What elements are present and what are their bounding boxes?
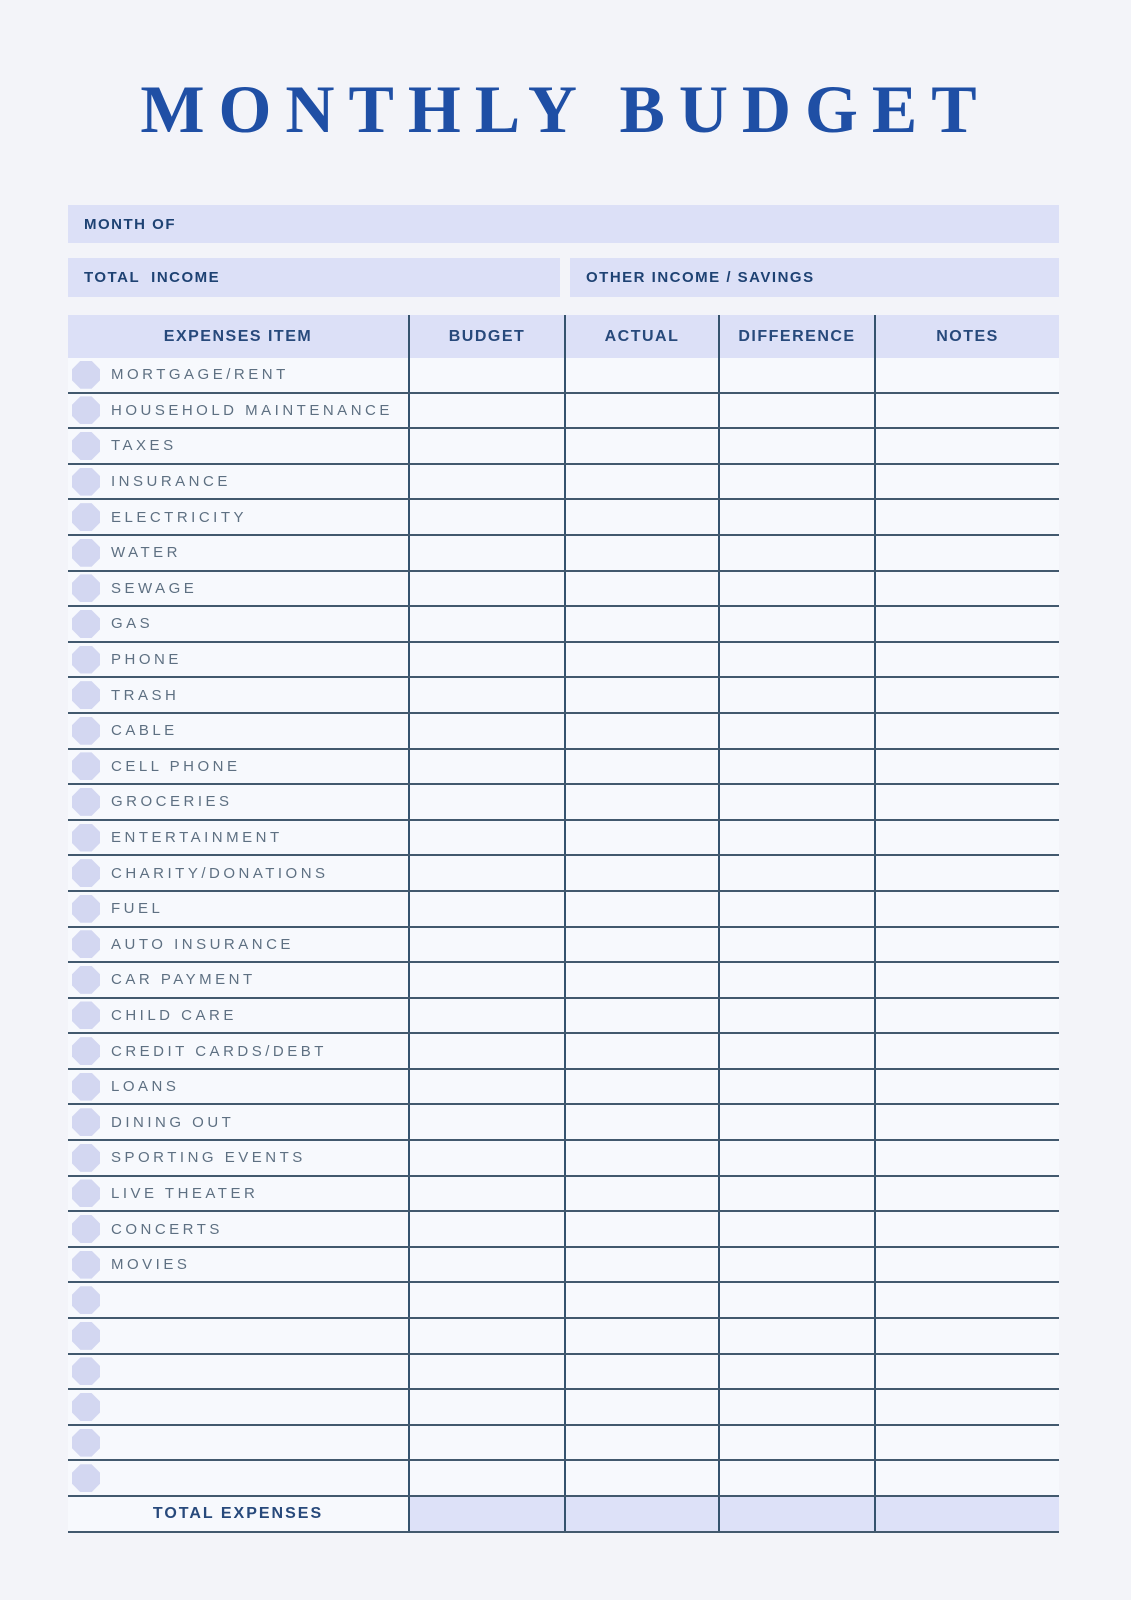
difference-cell[interactable] xyxy=(718,607,874,641)
budget-cell[interactable] xyxy=(408,1141,564,1175)
notes-cell[interactable] xyxy=(874,429,1059,463)
notes-cell[interactable] xyxy=(874,714,1059,748)
expense-item-label: HOUSEHOLD MAINTENANCE xyxy=(111,401,393,419)
page-title: MONTHLY BUDGET xyxy=(140,71,991,147)
total-budget-cell[interactable] xyxy=(408,1497,564,1531)
notes-cell[interactable] xyxy=(874,1283,1059,1317)
difference-cell[interactable] xyxy=(718,1105,874,1139)
expense-item-cell xyxy=(68,999,408,1033)
expense-item-label: PHONE xyxy=(111,651,182,669)
actual-cell[interactable] xyxy=(564,1283,718,1317)
expense-item-label: CREDIT CARDS/DEBT xyxy=(111,1042,327,1060)
bullet-icon xyxy=(72,824,100,852)
expense-item-label: LOANS xyxy=(111,1078,180,1096)
actual-cell[interactable] xyxy=(564,1426,718,1460)
empty-expense-row xyxy=(68,1283,1059,1319)
header-notes: NOTES xyxy=(874,315,1059,358)
bullet-icon xyxy=(72,930,100,958)
header-expenses-item: EXPENSES ITEM xyxy=(163,327,313,345)
expense-item-cell[interactable] xyxy=(68,1319,408,1353)
difference-cell[interactable] xyxy=(718,1248,874,1282)
notes-cell[interactable] xyxy=(874,1355,1059,1389)
notes-cell[interactable] xyxy=(874,1105,1059,1139)
expense-item-cell[interactable] xyxy=(68,1355,408,1389)
expense-row xyxy=(68,607,1059,643)
expense-row xyxy=(68,1070,1059,1106)
notes-cell[interactable] xyxy=(874,500,1059,534)
expense-item-label: CHILD CARE xyxy=(111,1006,237,1024)
empty-expense-row xyxy=(68,1319,1059,1355)
bullet-icon xyxy=(72,1322,100,1350)
expense-row xyxy=(68,928,1059,964)
bullet-icon xyxy=(72,574,100,602)
difference-cell[interactable] xyxy=(718,1319,874,1353)
bullet-icon xyxy=(72,1286,100,1314)
budget-cell[interactable] xyxy=(408,785,564,819)
budget-cell[interactable] xyxy=(408,999,564,1033)
bullet-icon xyxy=(72,1179,100,1207)
actual-cell[interactable] xyxy=(564,1034,718,1068)
expense-item-label: AUTO INSURANCE xyxy=(111,935,294,953)
expense-row xyxy=(68,394,1059,430)
bullet-icon xyxy=(72,1073,100,1101)
expense-item-label: TRASH xyxy=(111,686,180,704)
actual-cell[interactable] xyxy=(564,1105,718,1139)
actual-cell[interactable] xyxy=(564,1070,718,1104)
total-actual-cell[interactable] xyxy=(564,1497,718,1531)
total-income-field[interactable] xyxy=(68,258,560,297)
difference-cell[interactable] xyxy=(718,1355,874,1389)
difference-cell[interactable] xyxy=(718,963,874,997)
total-expenses-row xyxy=(68,1497,1059,1533)
bullet-icon xyxy=(72,859,100,887)
notes-cell[interactable] xyxy=(874,643,1059,677)
expense-item-label: TAXES xyxy=(111,437,177,455)
notes-cell[interactable] xyxy=(874,892,1059,926)
expense-row xyxy=(68,500,1059,536)
expense-item-cell xyxy=(68,607,408,641)
actual-cell[interactable] xyxy=(564,358,718,392)
bullet-icon xyxy=(72,1001,100,1029)
expense-item-cell xyxy=(68,714,408,748)
notes-cell[interactable] xyxy=(874,678,1059,712)
actual-cell[interactable] xyxy=(564,750,718,784)
budget-cell[interactable] xyxy=(408,607,564,641)
bullet-icon xyxy=(72,503,100,531)
budget-cell[interactable] xyxy=(408,429,564,463)
expense-item-cell xyxy=(68,892,408,926)
total-difference-cell[interactable] xyxy=(718,1497,874,1531)
expense-row xyxy=(68,750,1059,786)
expense-item-label: ENTERTAINMENT xyxy=(111,829,283,847)
difference-cell[interactable] xyxy=(718,821,874,855)
bullet-icon xyxy=(72,1144,100,1172)
bullet-icon xyxy=(72,752,100,780)
total-income-label: TOTAL INCOME xyxy=(84,269,221,286)
notes-cell[interactable] xyxy=(874,607,1059,641)
budget-cell[interactable] xyxy=(408,1212,564,1246)
budget-cell[interactable] xyxy=(408,892,564,926)
expense-row xyxy=(68,821,1059,857)
expense-item-cell xyxy=(68,750,408,784)
bullet-icon xyxy=(72,1108,100,1136)
actual-cell[interactable] xyxy=(564,1141,718,1175)
bullet-icon xyxy=(72,432,100,460)
actual-cell[interactable] xyxy=(564,999,718,1033)
empty-expense-row xyxy=(68,1461,1059,1497)
bullet-icon xyxy=(72,468,100,496)
bullet-icon xyxy=(72,396,100,424)
month-of-field[interactable] xyxy=(68,205,1059,243)
notes-cell[interactable] xyxy=(874,999,1059,1033)
expense-row xyxy=(68,856,1059,892)
notes-cell[interactable] xyxy=(874,785,1059,819)
expense-row xyxy=(68,536,1059,572)
actual-cell[interactable] xyxy=(564,963,718,997)
actual-cell[interactable] xyxy=(564,1319,718,1353)
expense-row xyxy=(68,429,1059,465)
expense-item-label: FUEL xyxy=(111,900,164,918)
expense-item-cell xyxy=(68,1070,408,1104)
budget-cell[interactable] xyxy=(408,928,564,962)
expense-item-label: ELECTRICITY xyxy=(111,508,248,526)
notes-cell[interactable] xyxy=(874,1461,1059,1495)
notes-cell[interactable] xyxy=(874,1390,1059,1424)
expense-item-label: SEWAGE xyxy=(111,579,198,597)
budget-cell[interactable] xyxy=(408,1105,564,1139)
budget-cell[interactable] xyxy=(408,465,564,499)
budget-cell[interactable] xyxy=(408,714,564,748)
actual-cell[interactable] xyxy=(564,1461,718,1495)
bullet-icon xyxy=(72,1429,100,1457)
expense-item-cell xyxy=(68,678,408,712)
actual-cell[interactable] xyxy=(564,536,718,570)
expense-row xyxy=(68,1105,1059,1141)
expense-item-cell[interactable] xyxy=(68,1461,408,1495)
expense-item-cell[interactable] xyxy=(68,1390,408,1424)
expense-row xyxy=(68,714,1059,750)
bullet-icon xyxy=(72,966,100,994)
empty-expense-row xyxy=(68,1355,1059,1391)
bullet-icon xyxy=(72,1393,100,1421)
actual-cell[interactable] xyxy=(564,607,718,641)
budget-cell[interactable] xyxy=(408,1355,564,1389)
expense-item-cell xyxy=(68,536,408,570)
notes-cell[interactable] xyxy=(874,358,1059,392)
expense-item-cell xyxy=(68,1034,408,1068)
budget-cell[interactable] xyxy=(408,643,564,677)
budget-cell[interactable] xyxy=(408,1319,564,1353)
difference-cell[interactable] xyxy=(718,1426,874,1460)
notes-cell[interactable] xyxy=(874,1034,1059,1068)
expense-item-cell xyxy=(68,1177,408,1211)
bullet-icon xyxy=(72,895,100,923)
expense-item-label: CELL PHONE xyxy=(111,757,241,775)
difference-cell[interactable] xyxy=(718,1461,874,1495)
difference-cell[interactable] xyxy=(718,678,874,712)
difference-cell[interactable] xyxy=(718,429,874,463)
budget-cell[interactable] xyxy=(408,963,564,997)
other-income-savings-label: OTHER INCOME / SAVINGS xyxy=(586,269,815,286)
notes-cell[interactable] xyxy=(874,856,1059,890)
expense-item-cell xyxy=(68,963,408,997)
expense-item-cell xyxy=(68,1248,408,1282)
expense-item-cell xyxy=(68,1212,408,1246)
notes-cell[interactable] xyxy=(874,572,1059,606)
bullet-icon xyxy=(72,1357,100,1385)
expense-item-label: INSURANCE xyxy=(111,473,231,491)
expense-row xyxy=(68,1212,1059,1248)
expense-item-cell xyxy=(68,1141,408,1175)
notes-cell[interactable] xyxy=(874,750,1059,784)
budget-cell[interactable] xyxy=(408,750,564,784)
difference-cell[interactable] xyxy=(718,1141,874,1175)
expense-item-cell xyxy=(68,856,408,890)
budget-cell[interactable] xyxy=(408,1177,564,1211)
bullet-icon xyxy=(72,539,100,567)
actual-cell[interactable] xyxy=(564,892,718,926)
budget-cell[interactable] xyxy=(408,821,564,855)
actual-cell[interactable] xyxy=(564,821,718,855)
expense-item-label: MOVIES xyxy=(111,1256,191,1274)
expense-item-cell[interactable] xyxy=(68,1426,408,1460)
table-body xyxy=(68,358,1059,1497)
header-difference: DIFFERENCE xyxy=(718,315,874,358)
actual-cell[interactable] xyxy=(564,429,718,463)
expense-item-cell xyxy=(68,785,408,819)
expense-item-cell[interactable] xyxy=(68,1283,408,1317)
notes-cell[interactable] xyxy=(874,1070,1059,1104)
expense-item-label: CAR PAYMENT xyxy=(111,971,256,989)
actual-cell[interactable] xyxy=(564,1355,718,1389)
expense-item-label: DINING OUT xyxy=(111,1113,235,1131)
notes-cell[interactable] xyxy=(874,1319,1059,1353)
budget-cell[interactable] xyxy=(408,500,564,534)
expense-row xyxy=(68,358,1059,394)
difference-cell[interactable] xyxy=(718,500,874,534)
expense-item-label: MORTGAGE/RENT xyxy=(111,366,289,384)
total-expenses-label: TOTAL EXPENSES xyxy=(152,1505,324,1522)
actual-cell[interactable] xyxy=(564,572,718,606)
budget-cell[interactable] xyxy=(408,1426,564,1460)
expense-item-label: SPORTING EVENTS xyxy=(111,1149,306,1167)
budget-cell[interactable] xyxy=(408,1461,564,1495)
header-actual: ACTUAL xyxy=(564,315,718,358)
budget-cell[interactable] xyxy=(408,358,564,392)
budget-cell[interactable] xyxy=(408,394,564,428)
actual-cell[interactable] xyxy=(564,678,718,712)
bullet-icon xyxy=(72,610,100,638)
expense-row xyxy=(68,572,1059,608)
bullet-icon xyxy=(72,1251,100,1279)
budget-cell[interactable] xyxy=(408,1283,564,1317)
difference-cell[interactable] xyxy=(718,394,874,428)
expense-row xyxy=(68,1248,1059,1284)
difference-cell[interactable] xyxy=(718,714,874,748)
expense-item-cell xyxy=(68,928,408,962)
bullet-icon xyxy=(72,1037,100,1065)
other-income-savings-field[interactable] xyxy=(570,258,1059,297)
expense-item-cell xyxy=(68,643,408,677)
notes-cell[interactable] xyxy=(874,963,1059,997)
bullet-icon xyxy=(72,646,100,674)
actual-cell[interactable] xyxy=(564,856,718,890)
notes-cell[interactable] xyxy=(874,928,1059,962)
difference-cell[interactable] xyxy=(718,1177,874,1211)
expense-item-label: WATER xyxy=(111,544,181,562)
actual-cell[interactable] xyxy=(564,643,718,677)
budget-cell[interactable] xyxy=(408,1070,564,1104)
bullet-icon xyxy=(72,717,100,745)
expense-item-label: LIVE THEATER xyxy=(111,1184,259,1202)
expense-item-label: CHARITY/DONATIONS xyxy=(111,864,329,882)
expense-row xyxy=(68,1141,1059,1177)
expense-row xyxy=(68,892,1059,928)
expense-row xyxy=(68,785,1059,821)
difference-cell[interactable] xyxy=(718,750,874,784)
actual-cell[interactable] xyxy=(564,1248,718,1282)
difference-cell[interactable] xyxy=(718,856,874,890)
notes-cell[interactable] xyxy=(874,1141,1059,1175)
difference-cell[interactable] xyxy=(718,643,874,677)
expense-item-label: CONCERTS xyxy=(111,1220,223,1238)
actual-cell[interactable] xyxy=(564,1212,718,1246)
expense-row xyxy=(68,643,1059,679)
header-budget: BUDGET xyxy=(408,315,564,358)
expense-row xyxy=(68,1034,1059,1070)
actual-cell[interactable] xyxy=(564,714,718,748)
notes-cell[interactable] xyxy=(874,536,1059,570)
difference-cell[interactable] xyxy=(718,1034,874,1068)
difference-cell[interactable] xyxy=(718,465,874,499)
difference-cell[interactable] xyxy=(718,1212,874,1246)
budget-cell[interactable] xyxy=(408,856,564,890)
difference-cell[interactable] xyxy=(718,1390,874,1424)
expense-item-label: GROCERIES xyxy=(111,793,233,811)
difference-cell[interactable] xyxy=(718,928,874,962)
expense-row xyxy=(68,963,1059,999)
actual-cell[interactable] xyxy=(564,394,718,428)
table-header-row xyxy=(68,315,1059,358)
bullet-icon xyxy=(72,361,100,389)
bullet-icon xyxy=(72,788,100,816)
expense-item-cell xyxy=(68,572,408,606)
actual-cell[interactable] xyxy=(564,1177,718,1211)
actual-cell[interactable] xyxy=(564,928,718,962)
expense-item-cell xyxy=(68,465,408,499)
bullet-icon xyxy=(72,681,100,709)
month-of-label: MONTH OF xyxy=(84,215,176,233)
expense-item-label: CABLE xyxy=(111,722,178,740)
difference-cell[interactable] xyxy=(718,572,874,606)
difference-cell[interactable] xyxy=(718,536,874,570)
total-expenses-label-cell xyxy=(68,1497,408,1531)
notes-cell[interactable] xyxy=(874,465,1059,499)
expense-item-cell xyxy=(68,394,408,428)
expense-item-label: GAS xyxy=(111,615,154,633)
expense-item-cell xyxy=(68,429,408,463)
empty-expense-row xyxy=(68,1426,1059,1462)
difference-cell[interactable] xyxy=(718,1283,874,1317)
expense-item-cell xyxy=(68,1105,408,1139)
notes-cell[interactable] xyxy=(874,1177,1059,1211)
difference-cell[interactable] xyxy=(718,892,874,926)
expense-item-cell xyxy=(68,821,408,855)
actual-cell[interactable] xyxy=(564,500,718,534)
budget-cell[interactable] xyxy=(408,1390,564,1424)
difference-cell[interactable] xyxy=(718,785,874,819)
bullet-icon xyxy=(72,1464,100,1492)
budget-cell[interactable] xyxy=(408,572,564,606)
budget-cell[interactable] xyxy=(408,1034,564,1068)
actual-cell[interactable] xyxy=(564,785,718,819)
expense-row xyxy=(68,465,1059,501)
empty-expense-row xyxy=(68,1390,1059,1426)
expenses-table xyxy=(68,315,1059,1533)
actual-cell[interactable] xyxy=(564,465,718,499)
difference-cell[interactable] xyxy=(718,999,874,1033)
actual-cell[interactable] xyxy=(564,1390,718,1424)
budget-cell[interactable] xyxy=(408,678,564,712)
budget-cell[interactable] xyxy=(408,536,564,570)
expense-item-cell xyxy=(68,358,408,392)
expense-row xyxy=(68,999,1059,1035)
expense-item-cell xyxy=(68,500,408,534)
notes-cell[interactable] xyxy=(874,1212,1059,1246)
budget-cell[interactable] xyxy=(408,1248,564,1282)
difference-cell[interactable] xyxy=(718,1070,874,1104)
notes-cell[interactable] xyxy=(874,1248,1059,1282)
notes-cell[interactable] xyxy=(874,1426,1059,1460)
notes-cell[interactable] xyxy=(874,821,1059,855)
expense-row xyxy=(68,1177,1059,1213)
expense-row xyxy=(68,678,1059,714)
notes-cell[interactable] xyxy=(874,394,1059,428)
bullet-icon xyxy=(72,1215,100,1243)
total-notes-cell[interactable] xyxy=(874,1497,1059,1531)
difference-cell[interactable] xyxy=(718,358,874,392)
